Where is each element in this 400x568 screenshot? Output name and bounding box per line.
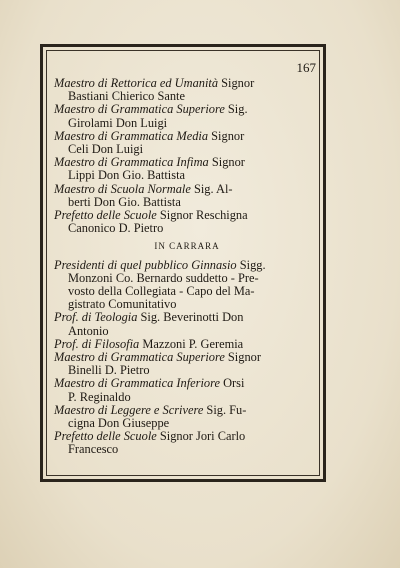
entry-prefetto-scuole-carrara (54, 430, 320, 456)
entry-continuation: Canonico D. Pietro (68, 221, 164, 236)
entry-grammatica-media (54, 130, 320, 156)
entry-continuation: vosto della Collegiata - Capo del Ma- (68, 284, 255, 299)
entry-leggere-scrivere (54, 404, 320, 430)
entry-presidenti (54, 259, 320, 312)
entry-continuation: cigna Don Giuseppe (68, 416, 170, 431)
entry-prof-teologia (54, 311, 320, 337)
entry-continuation: berti Don Gio. Battista (68, 194, 181, 209)
entry-rest: Sig. Fu- (203, 402, 247, 417)
entry-rest: Signor (208, 155, 245, 170)
page-number: 167 (296, 60, 316, 75)
entry-role: Maestro di Grammatica Inferiore (54, 376, 220, 391)
entry-role: Maestro di Grammatica Superiore (54, 350, 225, 365)
entry-grammatica-superiore-carrara (54, 351, 320, 377)
entry-scuola-normale (54, 183, 320, 209)
entry-continuation: Antonio (68, 323, 109, 338)
entry-continuation: Binelli D. Pietro (68, 363, 150, 378)
entry-continuation: Francesco (68, 442, 119, 457)
entry-role: Prefetto delle Scuole (54, 429, 157, 444)
entry-rest: Mazzoni P. Geremia (139, 336, 244, 351)
entry-grammatica-superiore (54, 103, 320, 129)
entry-rest: Sig. Al- (190, 181, 233, 196)
entry-continuation: Celi Don Luigi (68, 142, 144, 157)
entry-role: Maestro di Grammatica Media (54, 128, 209, 143)
entry-rest: Sig. Beverinotti Don (137, 310, 244, 325)
entry-role: Maestro di Grammatica Superiore (54, 102, 225, 117)
entry-rest: Signor Reschigna (156, 208, 248, 223)
entry-rettorica (54, 77, 320, 103)
entry-rest: Signor Jori Carlo (156, 429, 246, 444)
entry-grammatica-inferiore (54, 377, 320, 403)
entry-rest: Sigg. (236, 257, 266, 272)
entry-continuation: Lippi Don Gio. Battista (68, 168, 186, 183)
entry-prefetto-scuole (54, 209, 320, 235)
entry-rest: Signor (224, 350, 261, 365)
entry-continuation: P. Reginaldo (68, 389, 131, 404)
entry-grammatica-infima (54, 156, 320, 182)
entry-rest: Sig. (224, 102, 248, 117)
entry-role: Maestro di Leggere e Scrivere (54, 402, 204, 417)
entry-role: Prof. di Teologia (54, 310, 138, 325)
entry-continuation: Girolami Don Luigi (68, 115, 168, 130)
entry-rest: Signor (218, 76, 255, 90)
entry-role: Maestro di Scuola Normale (54, 181, 191, 196)
entry-role: Prefetto delle Scuole (54, 208, 157, 223)
entry-role: Prof. di Filosofia (54, 336, 140, 351)
page-text (54, 58, 320, 457)
entry-continuation: Monzoni Co. Bernardo suddetto - Pre- (68, 270, 259, 285)
entry-role: Presidenti di quel pubblico Ginnasio (54, 257, 237, 272)
entry-continuation: Bastiani Chierico Sante (68, 89, 185, 104)
section-heading: IN CARRARA (154, 241, 220, 252)
entry-role: Maestro di Grammatica Infima (54, 155, 209, 170)
entry-rest: Orsi (220, 376, 245, 391)
entry-role: Maestro di Rettorica ed Umanità (54, 76, 219, 90)
entry-continuation: gistrato Comunitativo (68, 297, 177, 312)
entry-rest: Signor (208, 128, 245, 143)
